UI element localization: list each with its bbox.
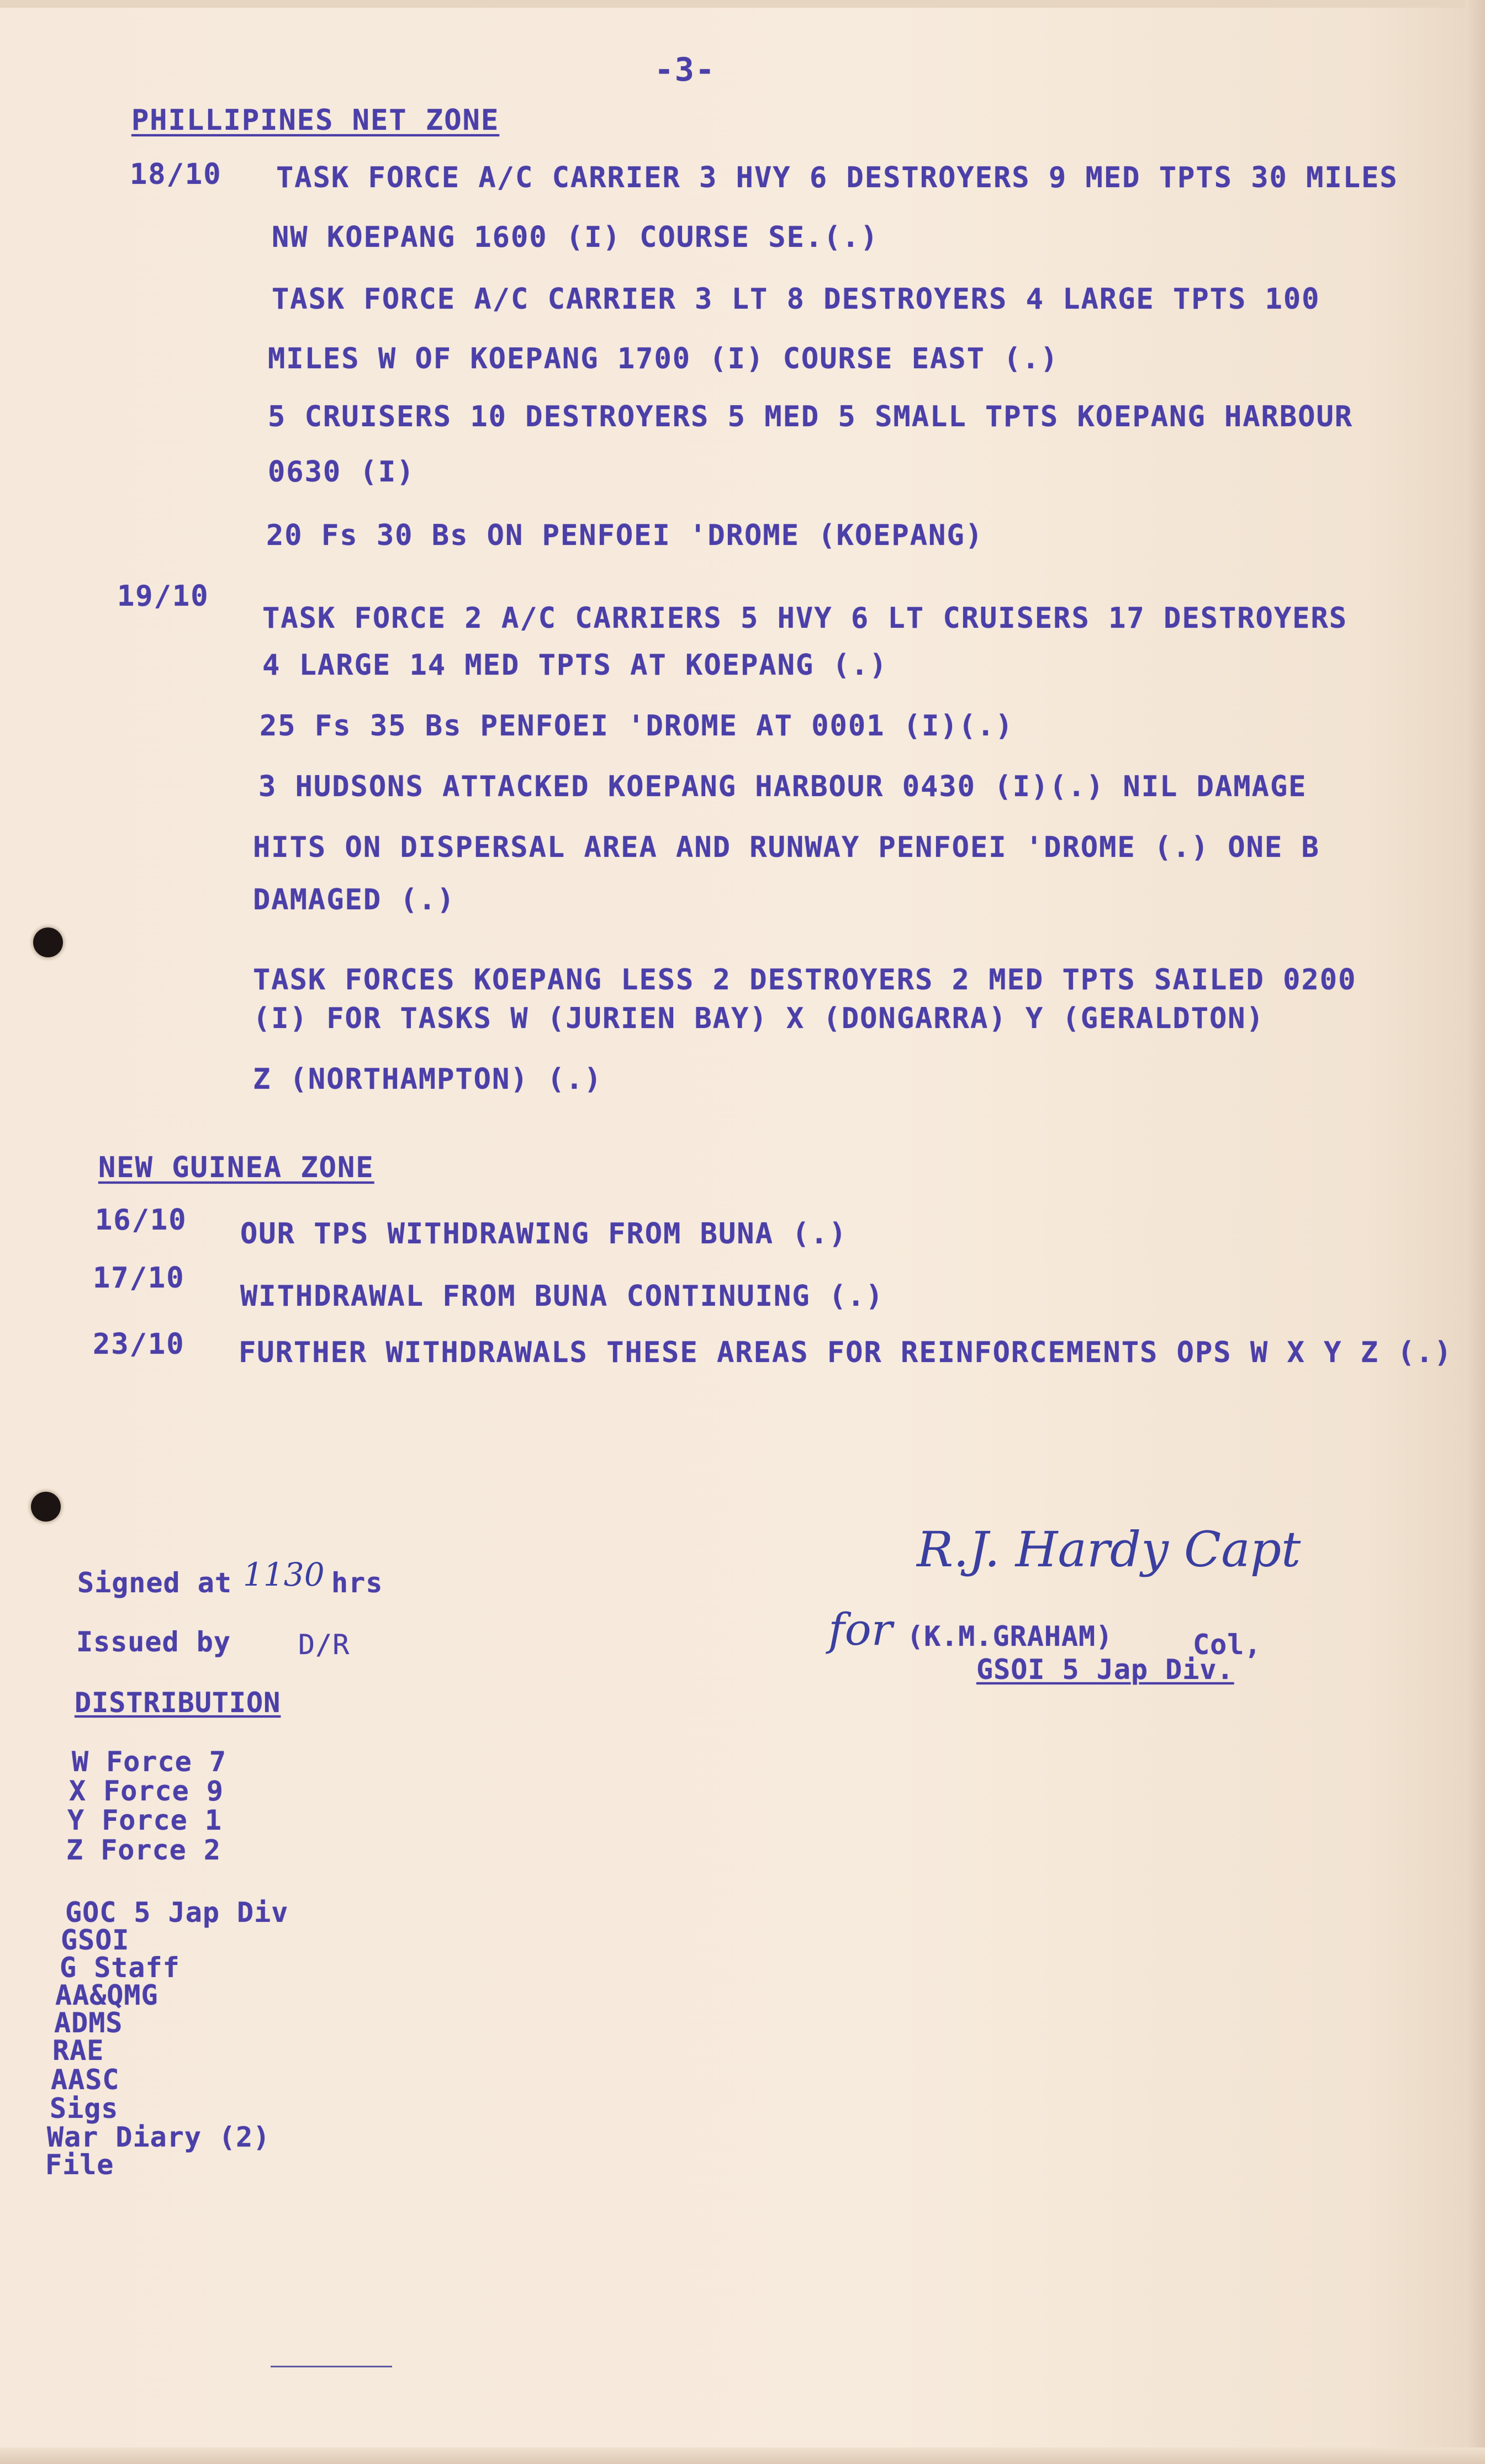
distribution-recipient: War Diary (2): [47, 2121, 271, 2153]
page-right-edge: [1465, 0, 1485, 2464]
signed-unit: hrs: [331, 1567, 383, 1599]
entry-line: 0630 (I): [268, 455, 415, 489]
entry-line: FURTHER WITHDRAWALS THESE AREAS FOR REINFORCEMENTS OPS W X Y Z (.): [239, 1336, 1453, 1369]
entry-date: 18/10: [130, 158, 222, 191]
entry-line: 20 Fs 30 Bs ON PENFOEI 'DROME (KOEPANG): [266, 519, 984, 552]
punch-hole-upper: [33, 928, 63, 957]
distribution-recipient: AASC: [51, 2064, 120, 2096]
distribution-heading: DISTRIBUTION: [75, 1687, 281, 1719]
entry-line: NW KOEPANG 1600 (I) COURSE SE.(.): [272, 221, 879, 254]
entry-line: TASK FORCE A/C CARRIER 3 HVY 6 DESTROYERS 9 MED TPTS 30 MILES: [276, 161, 1398, 194]
entry-line: TASK FORCE 2 A/C CARRIERS 5 HVY 6 LT CRUISERS 17 DESTROYERS: [262, 602, 1348, 635]
entry-date: 16/10: [95, 1204, 187, 1237]
signed-time: 1130: [243, 1556, 325, 1593]
issued-label: Issued by: [76, 1626, 231, 1658]
distribution-recipient: Sigs: [50, 2092, 119, 2124]
entry-date: 17/10: [93, 1262, 185, 1295]
entry-line: MILES W OF KOEPANG 1700 (I) COURSE EAST (.): [268, 342, 1059, 375]
entry-line: OUR TPS WITHDRAWING FROM BUNA (.): [240, 1217, 848, 1250]
signature-for-mark: for: [828, 1604, 893, 1655]
entry-line: Z (NORTHAMPTON) (.): [253, 1063, 603, 1096]
entry-line: 25 Fs 35 Bs PENFOEI 'DROME AT 0001 (I)(.): [260, 709, 1014, 743]
entry-date: 19/10: [117, 580, 209, 613]
entry-date: 23/10: [93, 1328, 185, 1361]
entry-line: 5 CRUISERS 10 DESTROYERS 5 MED 5 SMALL TPTS KOEPANG HARBOUR: [268, 400, 1354, 433]
entry-line: 4 LARGE 14 MED TPTS AT KOEPANG (.): [262, 649, 888, 682]
entry-line: HITS ON DISPERSAL AREA AND RUNWAY PENFOEI 'DROME (.) ONE B: [253, 831, 1320, 864]
signatory-rank: Col,: [1193, 1629, 1262, 1661]
distribution-recipient: RAE: [52, 2034, 104, 2066]
distribution-recipient: File: [45, 2149, 114, 2181]
entry-line: 3 HUDSONS ATTACKED KOEPANG HARBOUR 0430 (I)(.) NIL DAMAGE: [258, 770, 1307, 803]
distribution-force: Y Force 1: [67, 1804, 222, 1836]
distribution-recipient: AA&QMG: [55, 1979, 158, 2011]
distribution-recipient: G Staff: [60, 1952, 180, 1984]
distribution-force: Z Force 2: [66, 1834, 221, 1866]
section-heading-philippines: PHILLIPINES NET ZONE: [131, 104, 500, 137]
signed-label: Signed at: [77, 1567, 232, 1599]
entry-line: WITHDRAWAL FROM BUNA CONTINUING (.): [240, 1280, 884, 1313]
footer-rule: [271, 2366, 392, 2367]
distribution-force: X Force 9: [69, 1775, 224, 1807]
issued-value: D/R: [298, 1629, 350, 1661]
entry-line: TASK FORCES KOEPANG LESS 2 DESTROYERS 2 MED TPTS SAILED 0200: [253, 963, 1357, 997]
distribution-recipient: ADMS: [54, 2007, 123, 2039]
entry-line: (I) FOR TASKS W (JURIEN BAY) X (DONGARRA) Y (GERALDTON): [253, 1002, 1265, 1035]
page-bottom-edge: [0, 2447, 1485, 2464]
distribution-force: W Force 7: [72, 1746, 226, 1778]
punch-hole-lower: [31, 1492, 61, 1522]
section-heading-new-guinea: NEW GUINEA ZONE: [98, 1151, 374, 1184]
page-number: -3-: [654, 51, 716, 88]
entry-line: TASK FORCE A/C CARRIER 3 LT 8 DESTROYERS 4 LARGE TPTS 100: [272, 283, 1320, 316]
page-top-edge: [0, 0, 1485, 8]
handwritten-signature: R.J. Hardy Capt: [917, 1521, 1301, 1578]
signatory-name: (K.M.GRAHAM): [907, 1620, 1113, 1652]
distribution-recipient: GSOI: [61, 1924, 130, 1956]
distribution-recipient: GOC 5 Jap Div: [65, 1896, 289, 1928]
signatory-appointment: GSOI 5 Jap Div.: [976, 1654, 1234, 1686]
entry-line: DAMAGED (.): [253, 883, 456, 916]
